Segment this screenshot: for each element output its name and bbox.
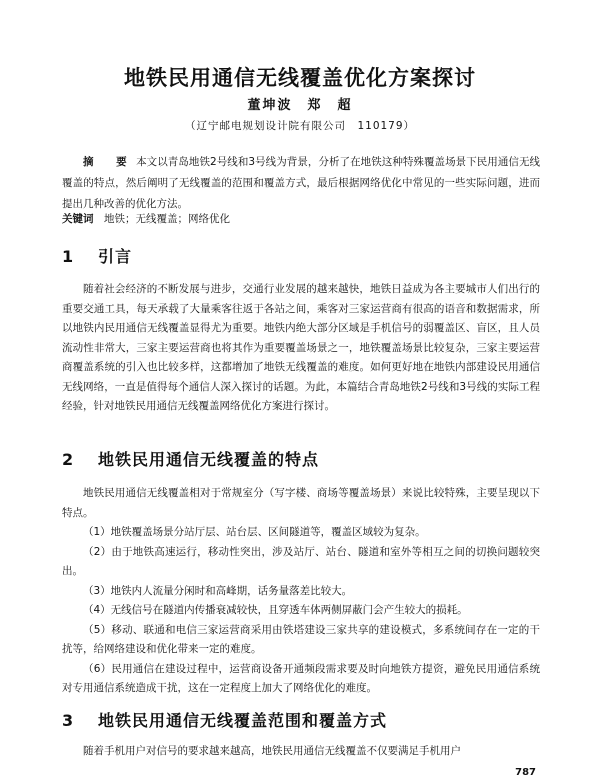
paper-affiliation: （辽宁邮电规划设计院有限公司 110179） — [184, 120, 416, 132]
page-number: 787 — [515, 767, 536, 778]
section-number: 1 — [62, 247, 75, 266]
paper-title: 地铁民用通信无线覆盖优化方案探讨 — [124, 66, 476, 90]
list-item: （3）地铁内人流量分闲时和高峰期，话务量落差比较大。 — [83, 584, 353, 597]
abstract-label: 摘 要 — [83, 156, 133, 168]
paragraph: 随着手机用户对信号的要求越来越高，地铁民用通信无线覆盖不仅要满足手机用户 — [83, 745, 461, 757]
section-number: 2 — [62, 450, 75, 469]
list-item: （4）无线信号在隧道内传播衰减较快，且穿透车体两侧屏蔽门会产生较大的损耗。 — [83, 604, 468, 616]
section-3-body — [62, 742, 540, 762]
section-2-body — [62, 484, 540, 699]
list-item: （2）由于地铁高速运行，移动性突出，涉及站厅、站台、隧道和室外等相互之间的切换问题较突出。 — [62, 545, 540, 577]
section-title: 引言 — [98, 247, 133, 266]
list-item: （6）民用通信在建设过程中，运营商设备开通频段需求要及时向地铁方提资，避免民用通信系统对专用通信系统造成干扰，这在一定程度上加大了网络优化的难度。 — [62, 662, 540, 694]
section-title: 地铁民用通信无线覆盖范围和覆盖方式 — [98, 711, 388, 730]
list-item: （5）移动、联通和电信三家运营商采用由铁塔建设三家共享的建设模式，多系统间存在一定的干扰等，给网络建设和优化带来一定的难度。 — [62, 623, 540, 655]
paragraph: 地铁民用通信无线覆盖相对于常规室分（写字楼、商场等覆盖场景）来说比较特殊，主要呈现以下特点。 — [62, 487, 540, 519]
paper-authors: 董坤波 郑 超 — [247, 98, 353, 113]
section-1-body — [62, 280, 540, 417]
keywords — [62, 210, 540, 228]
section-heading-2 — [62, 447, 319, 470]
keywords-text: 地铁；无线覆盖；网络优化 — [104, 213, 230, 225]
section-title: 地铁民用通信无线覆盖的特点 — [98, 450, 320, 469]
section-heading-1 — [62, 244, 132, 267]
section-heading-3 — [62, 708, 387, 731]
keywords-label: 关键词 — [62, 213, 94, 225]
abstract — [62, 152, 540, 215]
paragraph: 随着社会经济的不断发展与进步，交通行业发展的越来越快，地铁日益成为各主要城市人们出行的重要交通工具，每天承载了大量乘客往返于各站之间，乘客对三家运营商有很高的语音和数据需求，所以地铁内民用通信无线覆盖显得尤为重要。地铁内绝大部分区域是手机信号的弱覆盖区、盲区，且人员流动性非常大，三家主要运营商也将其作为重要覆盖场景之一，地铁覆盖场景比较复杂，三家主要运营商覆盖系统的引入也比较多样，这都增加了地铁无线覆盖的难度。如何更好地在地铁内部建设民用通信无线网络，一直是值得每个通信人深入探讨的话题。为此，本篇结合青岛地铁2号线和3号线的实际工程经验，针对地铁民用通信无线覆盖网络优化方案进行探讨。 — [62, 283, 540, 412]
section-number: 3 — [62, 711, 75, 730]
abstract-text: 本文以青岛地铁2号线和3号线为背景，分析了在地铁这种特殊覆盖场景下民用通信无线覆盖的特点，然后阐明了无线覆盖的范围和覆盖方式，最后根据网络优化中常见的一些实际问题，进而提出几种改善的优化方法。 — [62, 156, 541, 210]
list-item: （1）地铁覆盖场景分站厅层、站台层、区间隧道等，覆盖区域较为复杂。 — [83, 526, 426, 538]
